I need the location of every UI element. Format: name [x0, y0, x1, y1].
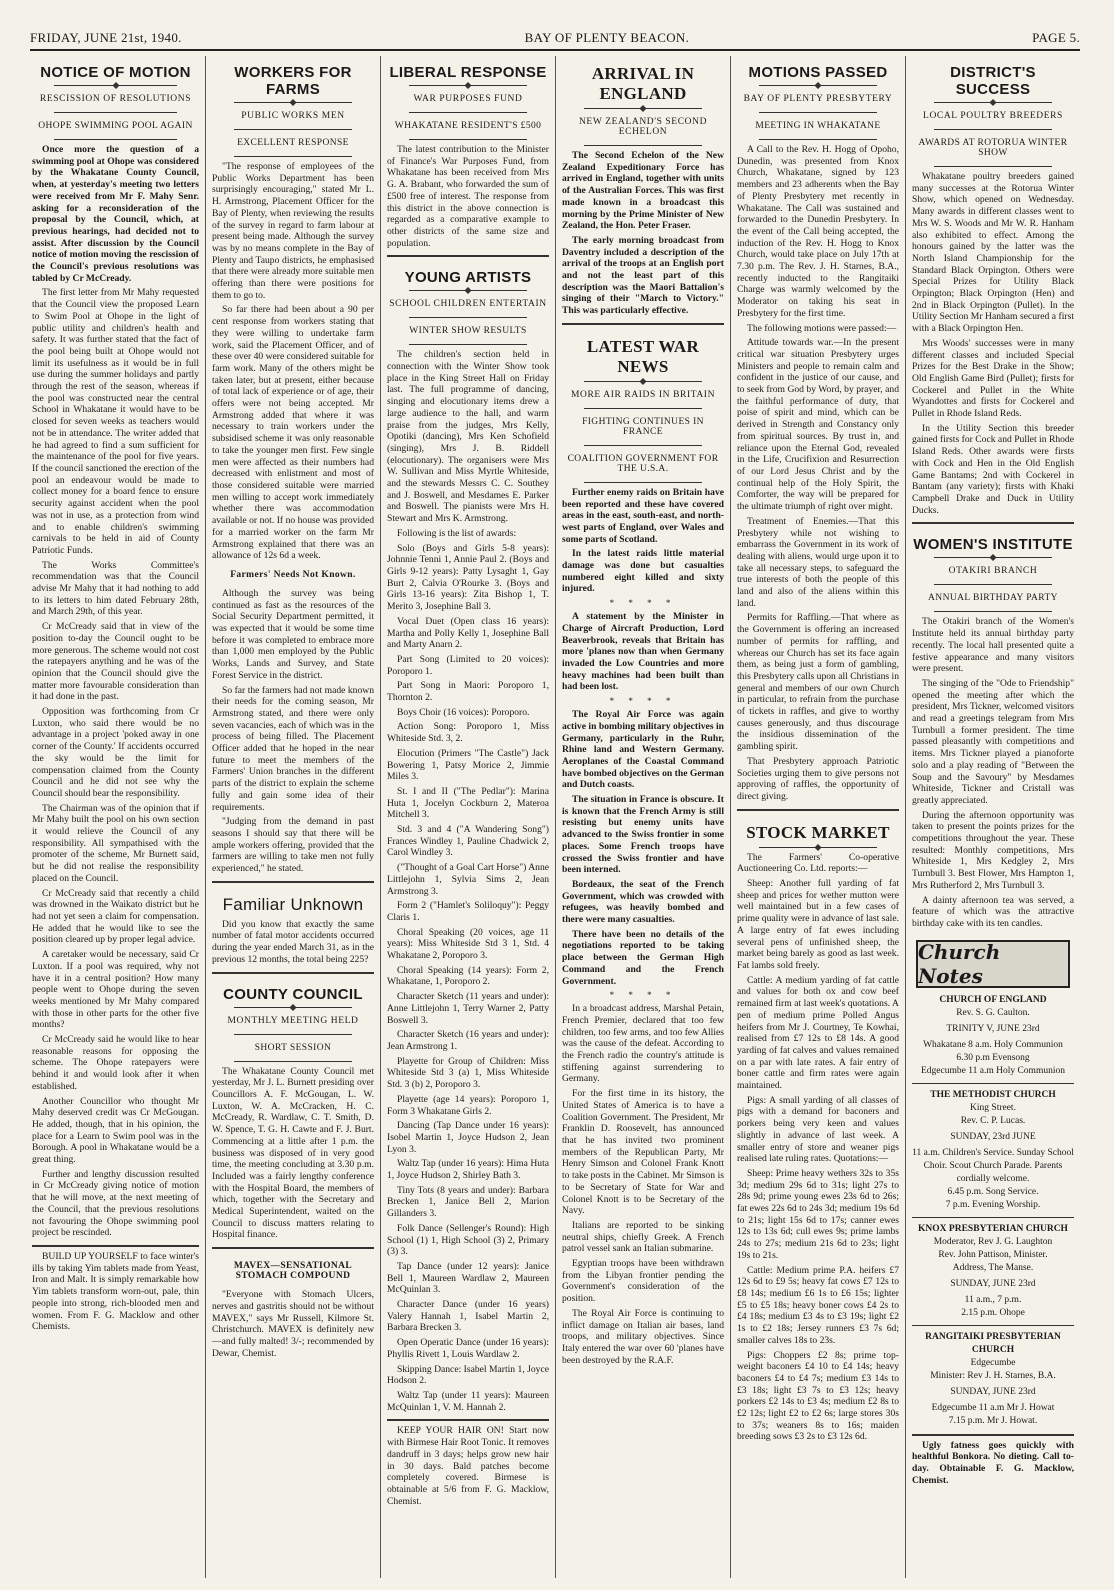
church-minister: Rev. C. P. Lucas. — [960, 1115, 1026, 1126]
subhead: RESCISSION OF RESOLUTIONS — [39, 94, 192, 104]
subhead: SHORT SESSION — [254, 1042, 332, 1053]
service-time: 7.15 p.m. Mr J. Howat. — [948, 1415, 1038, 1426]
ad-text: "Everyone with Stomach Ulcers, nerves and gastritis should not be without MAVEX," says Mr Russell, Kilmore St. Christchurch. MAVEX is definitely new—and fully malted! 3/-; recommended by Dewar, Chemist. — [212, 1289, 374, 1359]
headline-latest-war-news: LATEST WAR NEWS — [586, 336, 700, 376]
headline-notice-of-motion: NOTICE OF MOTION — [40, 64, 191, 81]
paragraph: The children's section held in connection with the Winter Show took place in the King Street Hall on Friday last. The full programme of dancing, singing and elocutionary items drew a large audience to the hall, and warm praise from the judges, Mrs Kelly, Opotiki (dancing), Mrs Ken Schofield (singing), Mrs J. B. Riddell (elocutionary). The organisers were Mrs W. Sullivan and Miss Myrtle Whiteside, and the stewards Messrs C. C. Southey and J. Boswell, and Mesdames E. Parker and Boswell. The pianists were Mrs H. Stewart and Mrs K. Armstrong. — [387, 349, 549, 525]
paragraph: A Call to the Rev. H. Hogg of Opoho, Dunedin, was presented from Knox Church, Whakatane, signed by 123 members and 23 adherents when the Bay of Plenty Presbytery met recently in Whakatane. The Call was sustained and forwarded to the Dunedin Presbytery. In the event of the Call being accepted, the induction of the Rev. H. Hogg to Knox Church, would take place on July 17th at 7.30 p.m. The Rev. J. H. Starnes, B.A., recently inducted to the Rangitaiki Charge was warmly welcomed by the Moderator on taking his seat in Presbytery for the first time. — [737, 144, 899, 319]
church-address: Address, The Manse. — [952, 1262, 1034, 1273]
paragraph: Tap Dance (under 12 years): Janice Bell 1, Maureen Wardlaw 2, Maureen McQuinlan 3. — [387, 1260, 549, 1296]
subhead: AWARDS AT ROTORUA WINTER SHOW — [918, 138, 1068, 158]
headline-workers-for-farms: WORKERS FOR FARMS — [234, 64, 352, 98]
article-body — [912, 616, 1074, 929]
article-lead: Once more the question of a swimming pool at Ohope was considered by the Whakatane County Council, when, at yesterday's meeting two letters were received from Mr F. Mahy Senr. asking for a reconsideration of the proposal by the Council, which, at previous hearings, had decided not to assist. After discussion by the Council notice of motion moving the rescission of the Council's previous resolutions was tabled by Cr McCready. — [32, 144, 199, 284]
paragraph: Further and lengthy discussion resulted in Cr McCready giving notice of motion that he will move, at the next meeting of the Council, that the previous resolutions not favouring the Ohope swimming pool project be rescinded. — [32, 1168, 199, 1239]
divider — [409, 85, 527, 86]
divider — [584, 108, 702, 109]
article-lead: The Royal Air Force was again active in bombing military objectives in Germany, particularly in the Ruhr, Rhine land and Western Germany. Aeroplanes of the Coastal Command have bombed objectives on the German and Dutch coasts. — [562, 709, 724, 791]
church-minister: Rev. John Pattison, Minister. — [938, 1249, 1048, 1260]
subhead: NEW ZEALAND'S SECOND ECHELON — [578, 117, 708, 137]
subhead: OTAKIRI BRANCH — [948, 566, 1038, 577]
article-lead: A statement by the Minister in Charge of Aircraft Production, Lord Beaverbrook, reveals that Britain has more 'planes now than when Germany invaded the Low Countries and more heavy machines had been built than had been lost. — [562, 611, 724, 693]
service-day: SUNDAY, JUNE 23rd — [950, 1278, 1036, 1289]
paragraph: Choral Speaking (20 voices, age 11 years): Miss Whiteside Std 3 1, Std. 4 Whakatane 2, Poroporo 3. — [387, 926, 549, 962]
divider — [234, 1007, 352, 1008]
paragraph: Cattle: A medium yarding of fat cattle and values for both ox and cow beef remained firm at last week's quotations. A pen of medium prime Polled Angus heifers from Mr J. Courtney, Te Kowhai, realised from £7 12s to £8 14s. A good yarding of fat calves and values remained on a par with late rates. A fair entry of boner cattle and firm rates were again maintained. — [737, 974, 899, 1092]
paragraph: Solo (Boys and Girls 5-8 years): Johnnie Tenni 1, Annie Paul 2. (Boys and Girls 9-12 years): Patty Lysaght 1, Gay Burt 2, Calvia O'Rourke 3. (Boys and Girls 13-16 years): Zita Bishop 1, T. Merito 3, Josephine Ball 3. — [387, 542, 549, 613]
article-body — [212, 588, 374, 875]
paragraph: Playette for Group of Children: Miss Whiteside Std 3 (a) 1, Miss Whiteside Std. 3 (b) 2, Poroporo 3. — [387, 1055, 549, 1091]
paragraph: Cattle: Medium prime P.A. heifers £7 12s 6d to £9 5s; heavy fat cows £7 12s to £8 14s; medium £6 1s to £6 15s; lighter £5 to £5 18s; heavy boner cows £4 2s to £4 18s; medium £3 4s to £3 19s; light £2 1s to £2 18s; Jersey runners £3 7s 6d; smaller calves 18s to 23s. — [737, 1264, 899, 1346]
paragraph: Although the survey was being continued as fast as the resources of the Social Security Department permitted, it was expected that it would be some time before it was completed to embrace more than 1,000 men employed by the Public Works, Lands and Survey, and State Forest Service in the district. — [212, 587, 374, 681]
service-time: Edgecumbe 11 a.m Holy Communion — [921, 1065, 1065, 1076]
article-lead: The situation in France is obscure. It is known that the French Army is still resisting but enemy units have advanced to the Swiss frontier in some places. Some French troops have crossed the Swiss frontier and have been interned. — [562, 794, 724, 876]
headline-familiar-unknown: Familiar Unknown — [222, 894, 364, 914]
article-body — [562, 1003, 724, 1366]
subhead: MONTHLY MEETING HELD — [227, 1015, 359, 1026]
county-text: The Whakatane County Council met yesterday, Mr J. L. Burnett presiding over Councillors A. F. McGougan, L. W. Luxton, W. A. McCracken, H. C. McCready, R. Wardlaw, C. T. Smith, D. W. Spence, T. G. H. Cawte and F. J. Burt. Commencing at a little after 1 p.m. the business was disposed of in very good time, the meeting concluding at 3.30 p.m. Included was a fairly lengthy conference with the Hospital Board, the members of which, together with the Secretary and Medical Superintendent, waited on the Council to discuss matters relating to Hospital finance. — [212, 1065, 374, 1241]
church-minister: Minister: Rev J. H. Starnes, B.A. — [930, 1370, 1056, 1381]
paragraph: Boys Choir (16 voices): Poroporo. — [397, 706, 530, 718]
knox-presbyterian-church — [912, 1223, 1074, 1320]
divider — [912, 1217, 1074, 1218]
divider — [409, 317, 527, 318]
divider — [584, 482, 702, 483]
divider — [934, 584, 1052, 585]
separator-stars: * * * * — [609, 990, 677, 1001]
paragraph: Cr McCready said that recently a child was drowned in the Waikato district but he had not yet seen a claim for compensation. He added that he would like to see the position cleared up by proper legal advice. — [32, 887, 199, 946]
article-body — [737, 852, 899, 1443]
familiar-text: Did you know that exactly the same number of fatal motor accidents occurred during the year ended March 31, as in the previous 12 months, the total being 225? — [212, 918, 374, 965]
paragraph: The Works Committee's recommendation was that the Council advise Mr Mahy that it had nothing to add to its letters to him dated February 28th, and March 29th, of this year. — [32, 559, 199, 618]
paragraph: Character Dance (under 16 years) Valery Hannah 1, Isabel Martin 2, Barbara Brecken 3. — [387, 1299, 549, 1334]
paragraph: Pigs: Choppers £2 8s; prime top-weight baconers £4 10 to £4 14s; heavy baconers £4 to £4 7s; medium £3 14s to £3 18s; light £3 7s to £3 12s; heavy porkers £2 14s to £3 4s; medium £2 8s to £2 12s; light £2 to £2 6s; large stores 30s to 37s; weaners 8s to 16s; maiden breeding sows £3 2s to £3 12s 6d. — [737, 1349, 899, 1443]
paragraph: Opposition was forthcoming from Cr Luxton, who said there would be no advantage in a project 'poked away in one corner of the County.' If accidents occurred the sky would be the limit for compensation claimed from the County Council and he did not see why the Council should bear the responsibility. — [32, 706, 199, 799]
article-body — [32, 287, 199, 1239]
paragraph: "The response of employees of the Public Works Department has been surprisingly encouraging," stated Mr L. H. Armstrong, Placement Officer for the Bay of Plenty, when reviewing the results of the survey in regard to farm labour at present being made. Although the survey was by no means complete in the Bay of Plenty and Taupo districts, he emphasised that there were already more suitable men offering than there were positions for them to go to. — [212, 161, 374, 301]
church-name: THE METHODIST CHURCH — [930, 1089, 1056, 1100]
column-5 — [730, 56, 905, 1578]
service-time: Edgecumbe 11 a.m Mr J. Howat — [931, 1402, 1055, 1413]
article-lead: The early morning broadcast from Daventry included a description of the arrival of the troops at an English port and not the least part of this description was the Maori Battalion's singing of their "March to Victory." This was particularly effective. — [562, 234, 724, 317]
paragraph: Pigs: A small yarding of all classes of pigs with a demand for baconers and porkers being very keen and values slightly in advance of last week. A smaller entry of store and weaner pigs realised late ruling rates. Quotations:— — [737, 1094, 899, 1165]
advertisement-birmese — [387, 1419, 549, 1507]
divider — [934, 102, 1052, 103]
column-4 — [555, 56, 730, 1578]
advertisement-mavex — [212, 1247, 374, 1359]
subhead: WINTER SHOW RESULTS — [409, 326, 527, 337]
paragraph: The Chairman was of the opinion that if Mr Mahy built the pool on his own section it would relieve the Council of any responsibility. All sympathised with the promoter of the scheme, Mr Burnett said, but he did not realise the responsibility placed on the Council. — [32, 802, 199, 884]
paragraph: Sheep: Another full yarding of fat sheep and prices for wether mutton were well maintained but in a few cases of prime quality were in advance of last sale. A large entry of fat ewes including several pens of unfinished sheep, the market being barely as good as last week. Fat lambs sold freely. — [737, 878, 899, 971]
subhead: MEETING IN WHAKATANE — [755, 121, 881, 131]
church-address: King Street. — [970, 1102, 1016, 1113]
paragraph: St. I and II ("The Pedlar"): Marina Huta 1, Jocelyn Cockburn 2, Materoa Mitchell 3. — [387, 785, 549, 821]
paragraph: Treatment of Enemies.—That this Presbytery while not wishing to embarrass the Government in its work of dealing with aliens, would urge upon it to take all necessary steps, to safeguard the true interests of both the people of this land and also of the aliens within this land. — [737, 515, 899, 609]
paragraph: Permits for Raffling.—That where as the Government is offering an increased number of permits for raffling, and whereas our Church has set its face again them, as being just a form of gambling, this Presbytery calls upon all Christians in general and members of our own Church in particular, to refrain from the purchase of tickets in raffles, and give to worthy causes generously, and thus discourage the insidious dissemination of the gambling spirit. — [737, 612, 900, 753]
divider — [934, 557, 1052, 558]
issue-date: FRIDAY, JUNE 21st, 1940. — [30, 30, 182, 45]
paragraph: Vocal Duet (Open class 16 years): Martha and Polly Kelly 1, Josephine Ball and Marty Anarn 2. — [387, 615, 549, 651]
divider — [234, 156, 352, 157]
service-time: Whakatane 8 a.m. Holy Communion — [923, 1039, 1063, 1050]
paragraph: Choral Speaking (14 years): Form 2, Whakatane, 1, Poroporo 2. — [387, 964, 549, 988]
paragraph: Mrs Woods' successes were in many different classes and included Special Prizes for the Best Drake in the Show; Old English Game Bird (Pullet); firsts for Cockerel and Pullet in the White Wyandottes and firsts for Cockerel and Pullet in Rhode Island Reds. — [912, 337, 1074, 420]
service-time: 6.45 p.m. Song Service. — [947, 1186, 1039, 1197]
divider — [759, 139, 877, 140]
rangitaiki-presbyterian-church — [912, 1331, 1074, 1428]
divider — [934, 129, 1052, 130]
subhead: WHAKATANE RESIDENT'S £500 — [394, 121, 542, 131]
methodist-church — [912, 1089, 1074, 1212]
column-6 — [905, 56, 1080, 1578]
paragraph: So far the farmers had not made known their needs for the coming season, Mr Armstrong stated, and there were only seven vacancies, each of which was in the process of being filled. The Placement Officer added that he hoped in the near future to meet the members of the Farmers' Union branches in the different parts of the district to explain the scheme fully and gain some idea of their requirements. — [212, 684, 374, 813]
separator-stars: * * * * — [609, 696, 677, 707]
paragraph: Following is the list of awards: — [397, 527, 517, 539]
paragraph: Italians are reported to be sinking neutral ships, chiefly Greek. A French patrol vessel sank an Italian submarine. — [562, 1219, 724, 1255]
paragraph: The following motions were passed:— — [747, 322, 897, 334]
service-time: 2.15 p.m. Ohope — [961, 1307, 1025, 1318]
paragraph: Character Sketch (16 years and under): Jean Armstrong 1. — [387, 1029, 549, 1052]
article-body — [912, 171, 1074, 516]
subhead: EXCELLENT RESPONSE — [237, 138, 349, 148]
subhead: OHOPE SWIMMING POOL AGAIN — [38, 121, 193, 131]
article-lead: There have been no details of the negotiations reported to be taking place between the German High Command and the French Government. — [562, 928, 724, 987]
divider — [759, 85, 877, 86]
paragraph: Dancing (Tap Dance under 16 years): Isobel Martin 1, Joyce Hudson 2, Jean Lyon 3. — [387, 1120, 549, 1155]
divider — [934, 611, 1052, 612]
paragraph: Form 2 ("Hamlet's Soliloquy"): Peggy Claris 1. — [387, 900, 549, 923]
familiar-unknown-box — [212, 881, 374, 966]
paragraph: Action Song: Poroporo 1, Miss Whiteside Std. 3, 2. — [387, 721, 549, 745]
divider — [409, 290, 527, 291]
paragraph: Tiny Tots (8 years and under): Barbara Brecken 1, Janice Bell 2, Marion Gillanders 3. — [387, 1184, 549, 1220]
headline-arrival-in-england: ARRIVAL IN ENGLAND — [591, 64, 695, 103]
article-lead: The Second Echelon of the New Zealand Expeditionary Force has arrived in England, together with units of the Australian Forces. This was first made known in a broadcast this morning by the Prime Minister of New Zealand, the Hon. Peter Fraser. — [562, 150, 724, 232]
article-lead: In the latest raids little material damage was done but casualties numbered eight killed and sixty injured. — [562, 548, 724, 595]
paragraph: Waltz Tap (under 16 years): Hima Huta 1, Joyce Hudson 2, Shirley Bath 3. — [387, 1158, 549, 1182]
divider — [584, 408, 702, 409]
divider — [234, 1061, 352, 1062]
subhead: LOCAL POULTRY BREEDERS — [923, 111, 1063, 121]
paragraph: A dainty afternoon tea was served, a feature of which was the attractive birthday cake with its ten candles. — [912, 894, 1074, 929]
service-time: 11 a.m. Children's Service. Sunday School Choir. Scout Church Parade. Parents cordially welcome. — [912, 1147, 1074, 1184]
paragraph: Attitude towards war.—In the present critical war situation Presbytery urges Ministers and people to remain calm and confident in the justice of our cause, and to seek from God by Word, by prayer, and the faithful performance of duty, that poise of spirit and mind, which can be derived in Strength and Constancy only from spiritual sources. By trust in, and reliance upon the Eternal God, revealed in the Life, Crucifixion and Resurrection of our Lord Jesus Christ and by the continual help of the Holy Spirit, the Comforter, the way will be prepared for the ultimate triumph of right over might. — [737, 337, 899, 513]
paragraph: The first letter from Mr Mahy requested that the Council view the proposed Learn to Swim Pool at Ohope in the light of public utility and children's health and safety. It was further stated that the fact of the pool being built at Ohope would not limit its usefulness as it would be in full use during the summer holidays and partly through the rest of the season, whereas if the pool was constructed near the central School in Whakatane it would have to be closed for seven weeks as teachers would not be in attendance. The writer added that he had agreed to find a sum sufficient for the maintenance of the pool for five years. If the council sanctioned the erection of the pool an endeavour would be made to collect money for a board fence to ensure security against accident when the pool was not in use, as a protection from wind and to enable children's swimming carnivals to be held in aid of County Patriotic Funds. — [32, 287, 199, 556]
paragraph: Whakatane poultry breeders gained many successes at the Rotorua Winter Show, which opened on Wednesday. Many awards in different classes went to Mrs W. S. Woods and Mr W. R. Hanham also exhibited to effect. Among the honours gained by the latter was the North Island Championship for the Standard Black Orpington. Others were Special Prizes for Utility Black Orpington; Black Orpington (Hen) and 2nd in Black Orpington (Pullet). In the Utility Section Mr Hanham secured a first with a Black Orpington Hen. — [912, 171, 1074, 335]
headline-young-artists: YOUNG ARTISTS — [404, 269, 532, 287]
article-lead: Bordeaux, the seat of the French Government, which was crowded with refugees, was heavily bombed and there were many casualties. — [562, 878, 724, 926]
church-minister: Rev. S. G. Caulton. — [956, 1007, 1030, 1018]
column-1 — [30, 56, 205, 1578]
divider — [409, 344, 527, 345]
paragraph: The Farmers' Co-operative Auctioneering Co. Ltd. reports:— — [737, 851, 899, 875]
subhead: WAR PURPOSES FUND — [413, 94, 523, 104]
divider — [912, 1083, 1074, 1084]
paragraph: Part Song in Maori: Poroporo 1, Thornton 2. — [387, 680, 549, 704]
paragraph: The singing of the "Ode to Friendship" opened the meeting after which the president, Mrs Tickner, welcomed visitors and read a greetings telegram from Mrs Turnbull a former president. The time passed pleasantly with competitions and items. Mrs Tickner played a pianoforte solo and a play reading of "Between the Soup and the Savoury" by Mesdames Whiteside, Tickner and Cristall was greatly appreciated. — [912, 677, 1074, 806]
separator-stars: * * * * — [609, 598, 677, 609]
church-name: KNOX PRESBYTERIAN CHURCH — [918, 1223, 1068, 1234]
advertisement-yim — [32, 1245, 199, 1333]
paragraph: Character Sketch (11 years and under): Anne Littlejohn 1, Terry Warner 2, Patty Boswell 3. — [387, 991, 549, 1026]
article-lead: Further enemy raids on Britain have been reported and these have covered areas in the east, south-east, and north-west parts of England, over Wales and some parts of Scotland. — [562, 486, 724, 545]
paragraph: A caretaker would be necessary, said Cr Luxton. If a pool was required, why not have it in a central position? How many people went to Ohope during the seven weeks mentioned by Mr Mahy compared with those in other parts for the other five months? — [32, 949, 199, 1031]
headline-county-council: COUNTY COUNCIL — [223, 985, 363, 1003]
paragraph: Waltz Tap (under 11 years): Maureen McQuinlan 1, V. M. Hannah 2. — [387, 1389, 549, 1413]
paragraph: ("Thought of a Goal Cart Horse") Anne Littlejohn 1, Sylvia Sims 2, Jean Armstrong 3. — [387, 862, 549, 897]
article-body — [737, 144, 899, 803]
column-2 — [205, 56, 380, 1578]
paragraph: Another Councillor who thought Mr Mahy deserved credit was Cr McGougan. He added, though, that in his opinion, the place for a Learn to Swim pool was in the Borough. A pool in Whakatane would be a great thing. — [32, 1095, 199, 1166]
subhead: ANNUAL BIRTHDAY PARTY — [928, 593, 1058, 604]
young-artists-box — [387, 255, 549, 1413]
paragraph: Cr McCready said that in view of the position to-day the Council ought to be more generous. The scheme would not cost the ratepayers anything and he was of the opinion that the Council should give the matter more favourable consideration than it had done in the past. — [32, 621, 199, 703]
divider — [234, 102, 352, 103]
church-notes-banner: Church Notes — [916, 940, 1070, 988]
divider — [234, 1034, 352, 1035]
paragraph: In a broadcast address, Marshal Petain, French Premier, declared that too few children, too few arms, and too few Allies was the cause of the defeat. According to the French radio the country's attitude is stiffening against surrendering to Germany. — [562, 1003, 724, 1085]
county-council-box — [212, 972, 374, 1242]
service-time: 6.30 p.m Evensong — [956, 1052, 1030, 1063]
womens-institute-box — [912, 522, 1074, 929]
church-name: CHURCH OF ENGLAND — [939, 994, 1047, 1005]
service-day: SUNDAY, 23rd JUNE — [950, 1131, 1036, 1142]
article-text: The latest contribution to the Minister of Finance's War Purposes Fund, from Whakatane has been received from Mrs G. A. Brabant, who forwarded the sum of £500 free of interest. The response from this district in the above connection is regarded as a comparative example to other districts of the same size and population. — [387, 144, 549, 249]
paragraph: Part Song (Limited to 20 voices): Poroporo 1. — [387, 653, 549, 677]
paragraph: Playette (age 14 years): Poroporo 1, Form 3 Whakatane Girls 2. — [387, 1093, 549, 1117]
headline-womens-institute: WOMEN'S INSTITUTE — [913, 536, 1073, 554]
divider — [234, 129, 352, 130]
subhead: BAY OF PLENTY PRESBYTERY — [743, 94, 893, 104]
divider — [759, 847, 877, 848]
headline-stock-market: STOCK MARKET — [746, 822, 890, 842]
divider — [934, 166, 1052, 167]
paragraph: Open Operatic Dance (under 16 years): Phyllis Rivett 1, Louis Wardlaw 2. — [387, 1337, 549, 1360]
article-body — [212, 161, 374, 562]
column-3 — [380, 56, 555, 1578]
crosshead: Farmers' Needs Not Known. — [230, 569, 356, 580]
columns — [30, 56, 1080, 1578]
paragraph: "Judging from the demand in past seasons I should say that there will be ample workers offering, provided that the farmers are willing to take men not fully experienced," he stated. — [212, 816, 374, 875]
paragraph: Elocution (Primers "The Castle") Jack Bowering 1, Patsy Morice 2, Jimmie Miles 3. — [387, 747, 549, 783]
paragraph: Std. 3 and 4 ("A Wandering Song") Frances Windley 1, Pauline Chadwick 2, Carol Windley 3. — [387, 824, 549, 859]
headline-liberal-response: LIBERAL RESPONSE — [389, 64, 547, 81]
paragraph: Cr McCready said he would like to hear reasonable reasons for opposing the scheme. The Ohope ratepayers were behind it and would look after it when established. — [32, 1034, 199, 1092]
paragraph: For the first time in its history, the United States of America is to have a Coalition Government. The President, Mr Franklin D. Roosevelt, has announced that he has invited two prominent members of the Republican Party, Mr Henry Simson and Colonel Frank Knott to take posts in the Cabinet. Mr Simson is to be Secretary of State for War and Colonel Knott is to be Secretary of the Navy. — [562, 1088, 724, 1217]
paper-name: BAY OF PLENTY BEACON. — [524, 30, 690, 45]
paragraph: So far there had been about a 90 per cent response from workers stating that they were willing to undertake farm work, said the Placement Officer, and of these over 40 were considered suitable for farm work. Many of the others might be taken later, but at present, either because of total lack of experience or of age, their offers were not being accepted. Mr Armstrong added that where it was necessary to train workers under the subsidised scheme it was only reasonable to take the younger men first. Few single men were affected as their numbers had decreased with enlistment and most of those considered suitable were married men willing to accept work immediately whether there was accommodation available or not. If no house was provided for a married worker on the farm Mr Armstrong explained that there was an allowance of 12s 6d a week. — [212, 304, 374, 562]
church-place: Edgecumbe — [970, 1357, 1016, 1368]
subhead: PUBLIC WORKS MEN — [241, 111, 345, 121]
divider — [54, 112, 177, 113]
paragraph: During the afternoon opportunity was taken to present the points prizes for the competitions throughout the year. These resulted: Monthly competitions, Mrs Whiteside 1, Mrs Kedgley 2, Mrs Turnbull 3. Best Flower, Mrs Hampton 1, Mrs Rutherford 2, Mrs Turnbull 3. — [912, 809, 1074, 891]
church-name: RANGITAIKI PRESBYTERIAN CHURCH — [925, 1331, 1061, 1355]
divider — [912, 1325, 1074, 1326]
page-number: PAGE 5. — [1032, 30, 1080, 45]
war-news-box — [562, 323, 724, 1367]
paragraph: That Presbytery approach Patriotic Societies urging them to give persons not approving of raffles, the opportunity of direct giving. — [737, 755, 899, 802]
ad-headline: MAVEX—SENSATIONAL STOMACH COMPOUND — [233, 1261, 353, 1282]
article-body — [387, 349, 549, 1413]
subhead: SCHOOL CHILDREN ENTERTAIN — [389, 299, 547, 310]
divider — [409, 139, 527, 140]
ad-text: KEEP YOUR HAIR ON! Start now with Birmese Hair Root Tonic. It removes dandruff in 3 days; helps grow new hair in 30 days. Bald patches become completely covered. Birmese is obtainable at 5/6 from F. G. Macklow, Chemist. — [387, 1425, 549, 1507]
paragraph: Folk Dance (Sellenger's Round): High School (1) 1, High School (3) 2, Primary (3) 3. — [387, 1222, 549, 1258]
ad-text: BUILD UP YOURSELF to face winter's ills by taking Yim tablets made from Yeast, Iron and Malt. It is simply remarkable how Yim tablets transform worn-out, pale, thin people into strong, rich-blooded men and women. From F. G. Macklow and other Chemists. — [32, 1250, 199, 1333]
service-day: SUNDAY, JUNE 23rd — [950, 1386, 1036, 1397]
masthead — [30, 28, 1080, 51]
headline-districts-success: DISTRICT'S SUCCESS — [950, 64, 1036, 98]
advertisement-bonkora — [912, 1434, 1074, 1487]
paragraph: The Royal Air Force is continuing to inflict damage on Italian air bases, land troops, and military objectives. Since Italy entered the war over 60 'planes have been destroyed by the R.A.F. — [562, 1307, 724, 1366]
divider — [54, 139, 177, 140]
paragraph: Egyptian troops have been withdrawn from the Libyan frontier pending the Government's consideration of the position. — [562, 1258, 724, 1305]
service-time: 11 a.m., 7 p.m. — [964, 1294, 1022, 1305]
subhead: MORE AIR RAIDS IN BRITAIN — [570, 389, 716, 400]
divider — [409, 112, 527, 113]
headline-motions-passed: MOTIONS PASSED — [748, 64, 888, 81]
ad-text: Ugly fatness goes quickly with healthful Bonkora. No dieting. Call to-day. Obtainable F. G. Macklow, Chemist. — [912, 1439, 1074, 1486]
divider — [584, 381, 702, 382]
paragraph: Sheep: Prime heavy wethers 32s to 35s 3d; medium 29s 6d to 31s; light 27s to 28s 9d; prime young ewes 23s 6d to 26s; fat ewes 22s 6d to 24s 3d; medium 19s 6d to 21s; light 15s 6d to 17s; canner ewes 12s to 13s 6d; cull ewes 9s; prime lambs 24s to 27s; medium 21s 6d to 23s; light 19s to 21s. — [737, 1167, 899, 1261]
divider — [759, 112, 877, 113]
paragraph: In the Utility Section this breeder gained firsts for Cock and Pullet in Rhode Island Reds. Other awards were firsts with Cock and Hen in the Old English Game Bantams; 2nd with Cockerel in Bantam (any variety); firsts with Khaki Campbell Drake and Duck in Utility Ducks. — [912, 422, 1074, 516]
subhead: FIGHTING CONTINUES IN FRANCE — [582, 416, 704, 437]
subhead: COALITION GOVERNMENT FOR THE U.S.A. — [567, 453, 719, 474]
stock-market-box — [737, 809, 899, 1443]
church-of-england — [912, 994, 1074, 1078]
divider — [584, 145, 702, 146]
paragraph: The Otakiri branch of the Women's Institute held its annual birthday party recently. The local hall presented quite a festive appearance and many visitors were present. — [912, 616, 1074, 675]
divider — [584, 445, 702, 446]
divider — [54, 85, 177, 86]
service-time: 7 p.m. Evening Worship. — [945, 1199, 1041, 1210]
church-moderator: Moderator, Rev J. G. Laughton — [933, 1236, 1053, 1247]
service-day: TRINITY V, JUNE 23rd — [946, 1023, 1040, 1034]
paragraph: Skipping Dance: Isabel Martin 1, Joyce Hodson 2. — [387, 1363, 549, 1387]
